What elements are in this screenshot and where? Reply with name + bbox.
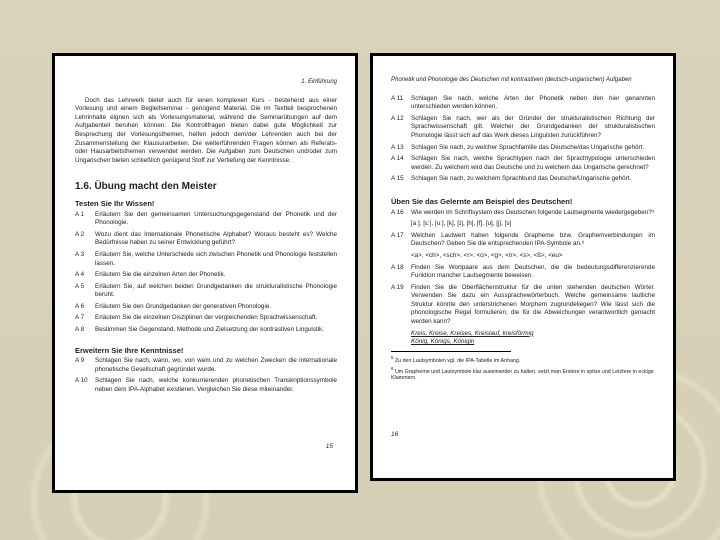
task-item (75, 271, 337, 280)
task-text: Erläutern Sie den Grundgedanken der generativen Phonologie. (95, 302, 272, 310)
footnote-text: Um Grapheme und Lautsymbole klar auseinander zu halten, setzt man Erstere in spitze und Letztere in eckige Klammern. (391, 368, 654, 382)
task-item (75, 326, 337, 335)
task-number: A 6 (75, 302, 85, 310)
task-text: Erläutern Sie, auf welchen beiden Grundgedanken die strukturalistische Phonologie beruht. (95, 282, 337, 299)
task-text: Schlagen Sie nach, welche Sprachtypen nach der Sprachtypologie unterschieden werden. Zu welchem wird das Deutsche und zu welchem das Ungarische gerechnet? (411, 155, 655, 171)
running-header: 1. Einführung (301, 79, 337, 85)
task-number: A 15 (391, 175, 404, 183)
task-text: Erläutern Sie, welche Unterschiede sich zwischen Phonetik und Phonologie feststellen lassen. (95, 250, 337, 267)
task-number: A 1 (75, 210, 85, 218)
task-example: [aː], [ɛː], [uː], [k], [ɪ], [h], [f], [u], [j], [s] (411, 220, 512, 228)
task-text: Schlagen Sie nach, zu welchem Sprachbund das Deutsche/Ungarische gehört. (411, 175, 632, 183)
task-item (391, 264, 655, 281)
section-title: 1.6. Übung macht den Meister (75, 181, 217, 193)
task-number: A 16 (391, 208, 404, 216)
task-item (391, 155, 655, 172)
task-item (75, 314, 337, 323)
task-text: Finden Sie Wortpaare aus dem Deutschen, die die bedeutungsdifferenzierende Funktion mancher Lautsegmente beweisen. (411, 263, 655, 280)
task-number: A 8 (75, 326, 85, 334)
task-number: A 12 (391, 114, 404, 122)
task-item (391, 284, 655, 327)
task-number: A 11 (391, 94, 404, 102)
task-number: A 19 (391, 283, 404, 291)
footnote (391, 365, 655, 383)
task-text: Schlagen Sie nach, welche Arten der Phonetik neben den hier genannten unterschieden werden können. (411, 94, 655, 111)
task-number: A 10 (75, 377, 88, 385)
right-book-page (370, 53, 676, 481)
task-example (411, 330, 655, 347)
task-item (391, 95, 655, 112)
task-item (391, 209, 655, 218)
task-number: A 2 (75, 230, 85, 238)
task-text: Erläutern Sie den gemeinsamen Untersuchungsgegenstand der Phonetik und der Phonologie. (95, 210, 337, 227)
task-item (391, 144, 655, 153)
task-number: A 4 (75, 271, 85, 279)
task-item (391, 175, 655, 184)
task-text: Schlagen Sie nach, welche konkurrierenden phonetischen Transkriptionssymbole neben dem IPA-Alphabet existieren. Vergleichen Sie diese miteinander. (95, 377, 337, 394)
task-example: <a>, <ch>, <sch>, <r>, <o>, <g>, <n>, <s>, <ß>, <eu> (411, 251, 563, 259)
task-text: Erläutern Sie die einzelnen Arten der Phonetik. (95, 271, 226, 279)
task-item (391, 232, 655, 249)
task-number: A 18 (391, 263, 404, 271)
task-item (75, 283, 337, 300)
task-number: A 13 (391, 143, 404, 151)
footnote-number: 6 (391, 365, 394, 371)
running-header: Phonetik und Phonologie des Deutschen mit kontrastiven (deutsch-ungarischen) Aufgaben (391, 77, 632, 83)
task-text: Finden Sie die Oberflächenstruktur für die unten stehenden deutschen Wörter. Verwenden Sie dazu ein Aussprachewörterbuch. Welche gemeinsame lautliche Struktur könnte den unterstrichenen Morphem zugrundeliegen? Wie lässt sich die phonologische Regel formulieren, die für die Abweichungen verantwortlich gemacht werden kann? (411, 283, 655, 326)
task-item (75, 303, 337, 312)
task-text: Schlagen Sie nach, wer als der Gründer der strukturalistischen Richtung der Sprachwissenschaft gilt. Welcher der Grundgedanken der strukturalistischen Phonologie lässt sich auf das Werk dieses Linguisten zurückführen? (411, 114, 655, 139)
intro-paragraph: Doch das Lehrwerk bietet auch für einen komplexen Kurs - bestehend aus einer Vorlesung und einem Begleitseminar - genügend Material. Die im Textteil besprochenen Lehrinhalte eignen sich als Vorlesungsmaterial, während die Seminarübungen auf dem Aufgabenteil beruhen können. Die Kontrollfragen bieten dabei gute Möglichkeit zur Besprechung der Vorlesungsthemen, helfen jedoch dem/der Lehrenden auch bei der Zusammenstellung der Klausurarbeiten. Die weiterführenden Fragen können als Referats- oder Hausarbeitsthemen verwendet werden. Die Aufgaben zum Deutschen und/oder zum Ungarischen bieten schließlich genügend Stoff zur Vertiefung der Kenntnisse. (75, 96, 337, 164)
task-text: Bestimmen Sie Gegenstand, Methode und Zielsetzung der kontrastiven Linguistik. (95, 326, 324, 334)
page-number: 15 (325, 443, 333, 450)
footnote (391, 354, 655, 365)
subheading: Testen Sie Ihr Wissen! (75, 198, 155, 208)
footnote-text: Zu den Lautsymbolen vgl. die IPA-Tabelle im Anhang. (394, 357, 521, 364)
task-item (75, 231, 337, 248)
task-text: Wozu dient das Internationale Phonetische Alphabet? Woraus besteht es? Welche Bedürfnisse haben zu seiner Entwicklung geführt? (95, 230, 337, 247)
task-item (75, 377, 337, 394)
task-number: A 9 (75, 357, 85, 365)
subheading: Üben Sie das Gelernte am Beispiel des Deutschen! (391, 196, 573, 206)
task-text: Erläutern Sie die einzelnen Disziplinen der vergleichenden Sprachwissenschaft. (95, 314, 318, 322)
task-item (391, 115, 655, 141)
task-number: A 14 (391, 155, 404, 163)
task-number: A 5 (75, 282, 85, 290)
footnote-number: 5 (391, 354, 394, 360)
task-item (75, 357, 337, 374)
word-list: König, Königs, Königin (411, 338, 475, 346)
task-text: Wie werden im Schriftsystem des Deutschen folgende Lautsegmente wiedergegeben?⁵ (411, 208, 655, 216)
task-number: A 17 (391, 231, 404, 239)
footnote-divider (391, 351, 511, 352)
task-text: Schlagen Sie nach, wann, wo, von wem und zu welchen Zwecken die internationale phonetische Gesellschaft gegründet wurde. (95, 357, 337, 373)
task-text: Schlagen Sie nach, zu welcher Sprachfamilie das Deutsche/das Ungarische gehört. (411, 143, 645, 151)
task-number: A 3 (75, 250, 85, 258)
task-number: A 7 (75, 314, 85, 322)
task-item (75, 251, 337, 268)
task-item (75, 211, 337, 228)
task-text: Welchen Lautwert haben folgende Grapheme bzw. Graphemverbindungen im Deutschen? Geben Sie die entsprechenden IPA-Symbole an.⁶ (411, 231, 655, 248)
word-list: Kreis, Kreise, Kreises, Kreislauf, kreisförmig (411, 329, 534, 337)
left-book-page (52, 53, 358, 493)
subheading: Erweitern Sie Ihre Kenntnisse! (75, 345, 184, 355)
page-number: 16 (391, 431, 399, 438)
